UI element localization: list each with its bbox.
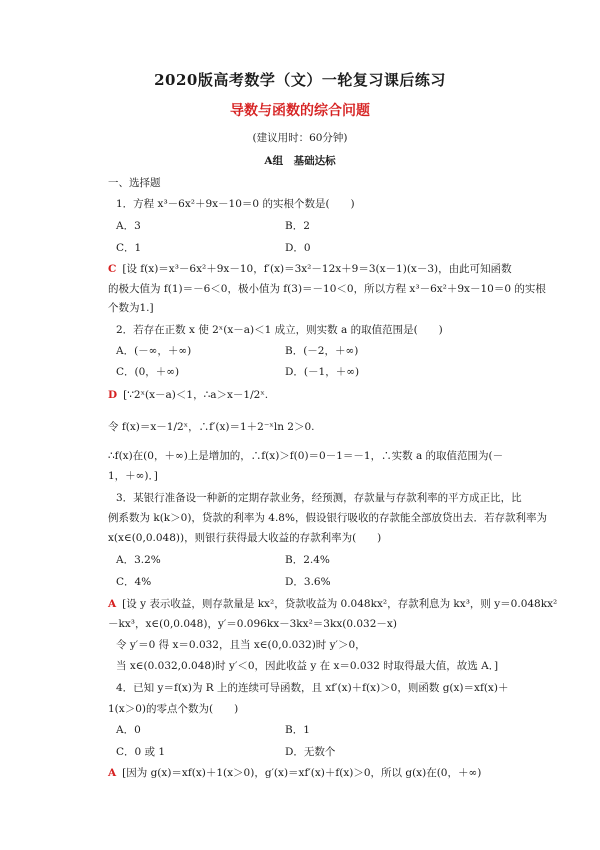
document-subtitle: 导数与函数的综合问题 <box>230 103 370 119</box>
q4-solution-line-1: A [因为 g(x)＝xf(x)＋1(x＞0)，g′(x)＝xf′(x)＋f(x)＞0，所以 g(x)在(0，＋∞) <box>108 767 482 779</box>
q3-stem-line-3: x(x∈(0,0.048))，则银行获得最大收益的存款利率为( ) <box>108 532 382 544</box>
q3-solution-line-4: 当 x∈(0.032,0.048)时 y′＜0，因此收益 y 在 x＝0.032 时取得最大值，故选 A．] <box>116 660 499 672</box>
q2-solution-line-1: D [∵2ˣ(x－a)＜1，∴a＞x－1/2ˣ. <box>108 389 269 401</box>
group-heading: A组 基础达标 <box>264 155 336 167</box>
q4-option-d: D．无数个 <box>285 746 336 758</box>
q2-solution-line-3: ∴f(x)在(0，＋∞)上是增加的，∴f(x)＞f(0)＝0－1＝－1，∴实数 a 的取值范围为(－ <box>108 450 504 462</box>
q1-option-d: D．0 <box>285 242 311 254</box>
q3-answer: A <box>108 598 117 610</box>
q2-option-d: D．(－1，＋∞) <box>285 366 360 378</box>
q3-option-a: A．3.2% <box>116 554 161 566</box>
document-title: 2020版高考数学（文）一轮复习课后练习 <box>154 71 446 89</box>
q3-solution-line-2: －kx³，x∈(0,0.048)，y′＝0.096kx－3kx²＝3kx(0.032－x) <box>108 618 397 630</box>
q3-solution-line-3: 令 y′＝0 得 x＝0.032，且当 x∈(0,0.032)时 y′＞0， <box>116 639 366 651</box>
q1-stem: 1．方程 x³－6x²＋9x－10＝0 的实根个数是( ) <box>116 198 355 210</box>
q2-stem: 2．若存在正数 x 使 2ˣ(x－a)＜1 成立，则实数 a 的取值范围是( ) <box>116 324 443 336</box>
q2-answer: D <box>108 389 118 401</box>
q4-option-c: C．0 或 1 <box>116 746 166 758</box>
q3-option-b: B．2.4% <box>285 554 330 566</box>
q2-option-b: B．(－2，＋∞) <box>285 345 359 357</box>
q2-option-a: A．(－∞，＋∞) <box>116 345 192 357</box>
q4-option-b: B．1 <box>285 724 310 736</box>
q2-solution-line-4: 1，＋∞)．] <box>108 470 158 482</box>
q1-solution-line-2: 的极大值为 f(1)＝－6＜0，极小值为 f(3)＝－10＜0，所以方程 x³－6x²＋9x－10＝0 的实根 <box>108 283 546 295</box>
q1-answer: C <box>108 263 117 275</box>
q3-option-c: C．4% <box>116 576 152 588</box>
q1-option-a: A．3 <box>116 220 141 232</box>
q1-solution-line-1: C [设 f(x)＝x³－6x²＋9x－10，f′(x)＝3x²－12x＋9＝3(x－1)(x－3)，由此可知函数 <box>108 263 512 275</box>
q1-option-b: B．2 <box>285 220 310 232</box>
q3-stem-line-2: 例系数为 k(k＞0)，贷款的利率为 4.8%，假设银行吸收的存款能全部放贷出去．若存款利率为 <box>108 512 547 524</box>
q2-option-c: C．(0，＋∞) <box>116 366 180 378</box>
q4-stem-line-2: 1(x＞0)的零点个数为( ) <box>108 703 239 715</box>
q2-solution-line-2: 令 f(x)＝x－1/2ˣ，∴f′(x)＝1＋2⁻ˣln 2＞0. <box>108 421 315 433</box>
q3-option-d: D．3.6% <box>285 576 331 588</box>
q4-stem-line-1: 4．已知 y＝f(x)为 R 上的连续可导函数，且 xf′(x)＋f(x)＞0，则函数 g(x)＝xf(x)＋ <box>116 682 509 694</box>
q1-option-c: C．1 <box>116 242 142 254</box>
q4-answer: A <box>108 767 117 779</box>
section-heading: 一、选择题 <box>108 177 161 189</box>
q1-solution-line-3: 个数为1.] <box>108 302 154 314</box>
time-hint: (建议用时：60分钟) <box>252 132 348 144</box>
q3-solution-line-1: A [设 y 表示收益，则存款量是 kx²，贷款收益为 0.048kx²，存款利息为 kx³，则 y＝0.048kx² <box>108 598 558 610</box>
q3-stem-line-1: 3．某银行准备设一种新的定期存款业务，经预测，存款量与存款利率的平方成正比，比 <box>116 492 522 504</box>
q4-option-a: A．0 <box>116 724 141 736</box>
